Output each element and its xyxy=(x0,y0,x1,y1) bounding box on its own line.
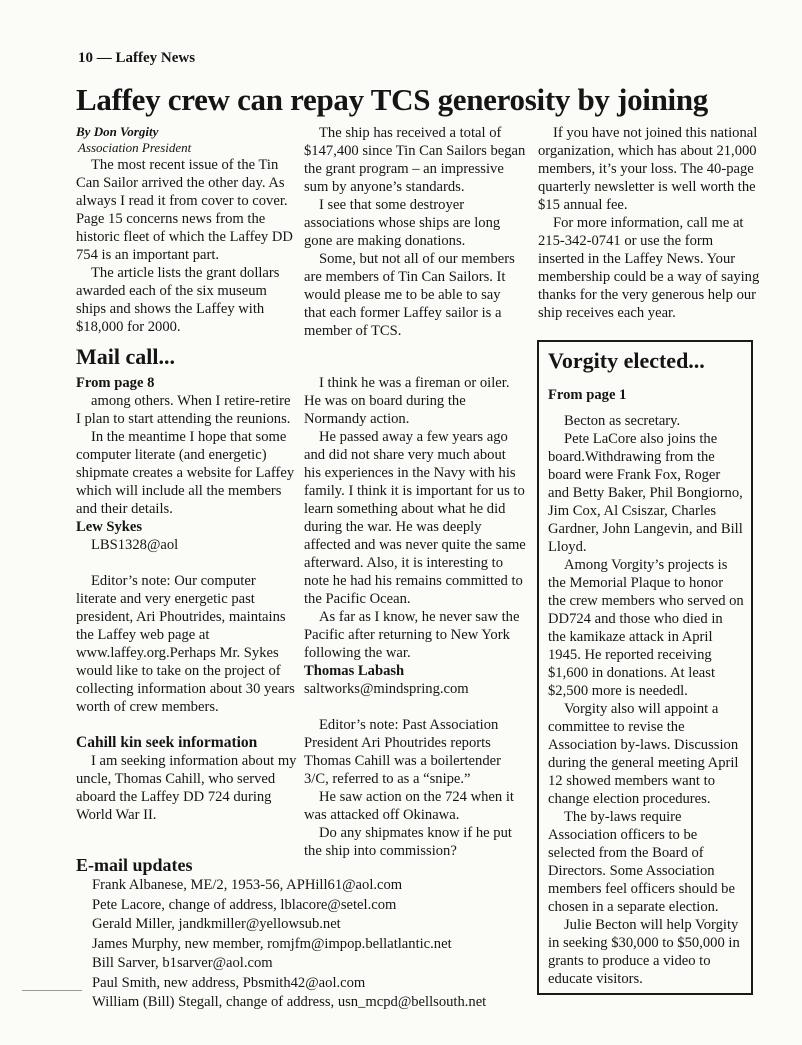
cahill-subheading: Cahill kin seek information xyxy=(76,734,258,751)
article-paragraph: The article lists the grant dollars awarded each of the six museum ships and shows the Laffey with $18,000 for 2000. xyxy=(76,265,280,335)
vorgity-paragraph: Pete LaCore also joins the board.Withdrawing from the board were Frank Fox, Roger and Betty Baker, Phil Bongiorno, Jim Cox, Al Csiszar, Charles Gardner, John Langevin, and Bill Lloyd. xyxy=(548,431,743,555)
mail-paragraph: among others. When I retire-retire I plan to start attending the reunions. xyxy=(76,393,291,427)
article-column-3 xyxy=(538,124,760,322)
spacer xyxy=(76,554,298,572)
vorgity-paragraph: Vorgity also will appoint a committee to revise the Association by-laws. Discussion during the general meeting April 12 showed members want to change election procedures. xyxy=(548,701,739,807)
mail-paragraph: He saw action on the 724 when it was attacked off Okinawa. xyxy=(304,789,514,823)
mail-from-page: From page 8 xyxy=(76,375,155,391)
vorgity-from-page: From page 1 xyxy=(548,387,627,403)
vorgity-body xyxy=(548,386,744,988)
letter-signature-name: Lew Sykes xyxy=(76,519,143,535)
letter-signature-email: saltworks@mindspring.com xyxy=(304,681,469,697)
list-item: William (Bill) Stegall, change of address, usn_mcpd@bellsouth.net xyxy=(92,994,487,1010)
letter-signature-email: LBS1328@aol xyxy=(91,537,179,553)
vorgity-paragraph: Among Vorgity’s projects is the Memorial Plaque to honor the crew members who served on DD724 and those who died in the kamikaze attack in April 1945. He reported receiving $1,600 in donations. At least $2,500 more is neededl. xyxy=(548,557,744,699)
article-paragraph: I see that some destroyer associations whose ships are long gone are making donations. xyxy=(304,197,501,249)
list-item: Gerald Miller, jandkmiller@yellowsub.net xyxy=(92,916,341,932)
list-item: Bill Sarver, b1sarver@aol.com xyxy=(92,955,273,971)
email-updates-list xyxy=(92,876,486,1013)
mail-paragraph: I think he was a fireman or oiler. He was on board during the Normandy action. xyxy=(304,375,510,427)
list-item: James Murphy, new member, romjfm@impop.bellatlantic.net xyxy=(92,935,452,952)
article-headline: Laffey crew can repay TCS generosity by joining xyxy=(76,82,709,117)
vorgity-paragraph: Becton as secretary. xyxy=(564,413,681,429)
mail-paragraph: I am seeking information about my uncle, Thomas Cahill, who served aboard the Laffey DD 724 during World War II. xyxy=(76,753,297,823)
email-updates-heading: E-mail updates xyxy=(76,855,193,875)
spacer xyxy=(76,716,298,734)
mail-paragraph: In the meantime I hope that some computer literate (and energetic) shipmate creates a website for Laffey which will include all the members and their details. xyxy=(76,429,295,517)
article-column-2 xyxy=(304,124,526,340)
article-paragraph: The most recent issue of the Tin Can Sailor arrived the other day. As always I read it from cover to cover. Page 15 concerns news from the historic fleet of which the Laffey DD 754 is an important part. xyxy=(76,157,293,263)
mail-paragraph: As far as I know, he never saw the Pacific after returning to New York following the war. xyxy=(304,609,520,661)
letter-signature-name: Thomas Labash xyxy=(304,663,405,679)
article-paragraph: If you have not joined this national organization, which has about 21,000 members, it’s your loss. The 40-page quarterly newsletter is well worth the $15 annual fee. xyxy=(538,125,758,213)
mail-paragraph: He passed away a few years ago and did not share very much about his experiences in the Navy with his family. I think it is important for us to learn something about what he did during the war. He was deeply affected and was never quite the same afterward. Also, it is interesting to note he had his remains committed to the Pacific Ocean. xyxy=(304,429,526,607)
spacer xyxy=(548,404,744,412)
list-item: Frank Albanese, ME/2, 1953-56, APHill61@aol.com xyxy=(92,877,403,893)
byline: By Don Vorgity xyxy=(76,124,159,139)
list-item: Paul Smith, new address, Pbsmith42@aol.com xyxy=(92,974,366,991)
running-head: 10 — Laffey News xyxy=(78,50,196,66)
mail-column-1 xyxy=(76,374,298,824)
spacer xyxy=(304,698,526,716)
editor-note: Editor’s note: Past Association President Ari Phoutrides reports Thomas Cahill was a boilertender 3/C, referred to as a “snipe.” xyxy=(304,717,501,787)
list-item: Pete Lacore, change of address, lblacore@setel.com xyxy=(92,896,397,913)
vorgity-paragraph: The by-laws require Association officers to be selected from the Board of Directors. Some Association members feel officers should be chosen in a separate election. xyxy=(548,809,735,915)
mail-paragraph: Do any shipmates know if he put the ship into commission? xyxy=(304,825,512,859)
article-paragraph: For more information, call me at 215-342-0741 or use the form inserted in the Laffey News. Your membership could be a way of saying thanks for the very generous help our ship receives each year. xyxy=(538,215,760,321)
mail-column-2 xyxy=(304,374,526,860)
article-paragraph: The ship has received a total of $147,400 since Tin Can Sailors began the grant program – an impressive sum by anyone’s standards. xyxy=(304,125,526,195)
vorgity-heading: Vorgity elected... xyxy=(548,348,705,373)
editor-note: Editor’s note: Our computer literate and very energetic past president, Ari Phoutrides, maintains the Laffey web page at www.laffey.org.Perhaps Mr. Sykes would like to take on the project of collecting information about 30 years worth of crew members. xyxy=(76,573,295,715)
vorgity-paragraph: Julie Becton will help Vorgity in seeking $30,000 to $50,000 in grants to produce a video to educate visitors. xyxy=(548,917,740,987)
article-column-1 xyxy=(76,124,298,336)
divider xyxy=(22,990,82,991)
mail-call-heading: Mail call... xyxy=(76,344,175,369)
byline-title: Association President xyxy=(78,140,192,155)
article-paragraph: Some, but not all of our members are members of Tin Can Sailors. It would please me to be able to say that each former Laffey sailor is a member of TCS. xyxy=(304,251,515,339)
